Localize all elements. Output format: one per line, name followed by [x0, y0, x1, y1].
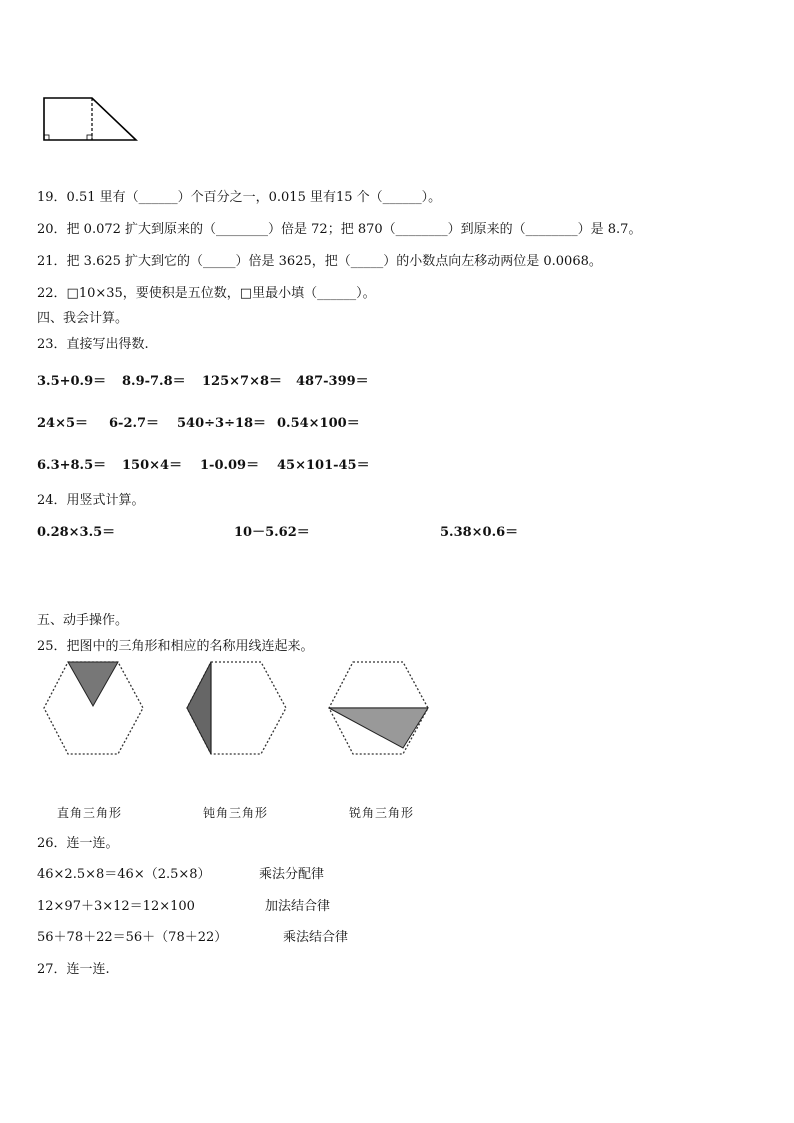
- calc-item: 6.3+8.5＝: [37, 458, 107, 473]
- label-right-triangle: 直角三角形: [57, 806, 123, 820]
- calc-item: 45×101-45＝: [277, 458, 370, 473]
- vertical-calc-item: 0.28×3.5＝: [37, 525, 116, 540]
- calc-item: 6-2.7＝: [109, 416, 160, 431]
- section-5-heading: 五、动手操作。: [37, 613, 129, 628]
- calc-item: 3.5+0.9＝: [37, 374, 107, 389]
- hexagon-figure-1: [42, 660, 152, 760]
- label-obtuse-triangle: 钝角三角形: [203, 806, 269, 820]
- question-19: 19．0.51 里有（______）个百分之一，0.015 里有15 个（______）。: [37, 190, 442, 205]
- calc-item: 487-399＝: [296, 374, 369, 389]
- calc-item: 1-0.09＝: [200, 458, 260, 473]
- shaded-triangle: [329, 708, 428, 748]
- law-right: 乘法结合律: [283, 930, 349, 945]
- calc-item: 8.9-7.8＝: [122, 374, 186, 389]
- equation-left: 56＋78＋22＝56＋（78＋22）: [37, 930, 228, 945]
- section-4-heading: 四、我会计算。: [37, 311, 129, 326]
- vertical-calc-item: 10－5.62＝: [234, 525, 310, 540]
- question-24: 24．用竖式计算。: [37, 493, 145, 508]
- label-acute-triangle: 锐角三角形: [349, 806, 415, 820]
- equation-left: 12×97＋3×12＝12×100: [37, 899, 195, 914]
- question-27: 27．连一连.: [37, 962, 110, 977]
- question-20: 20．把 0.072 扩大到原来的（________）倍是 72；把 870（________）到原来的（________）是 8.7。: [37, 222, 642, 237]
- shaded-triangle: [68, 662, 118, 706]
- question-25: 25．把图中的三角形和相应的名称用线连起来。: [37, 639, 314, 654]
- law-right: 加法结合律: [265, 899, 331, 914]
- hexagon-figure-2: [185, 660, 295, 760]
- trapezoid-figure: [40, 96, 140, 146]
- question-21: 21．把 3.625 扩大到它的（_____）倍是 3625，把（_____）的小数点向左移动两位是 0.0068。: [37, 254, 602, 269]
- shaded-triangle: [187, 662, 211, 754]
- law-right: 乘法分配律: [259, 867, 325, 882]
- question-23: 23．直接写出得数.: [37, 337, 149, 352]
- calc-item: 125×7×8＝: [202, 374, 283, 389]
- question-26: 26．连一连。: [37, 836, 119, 851]
- calc-item: 150×4＝: [122, 458, 183, 473]
- question-22: 22．□10×35，要使积是五位数，□里最小填（______）。: [37, 286, 376, 301]
- calc-item: 540÷3÷18＝: [177, 416, 267, 431]
- vertical-calc-item: 5.38×0.6＝: [440, 525, 519, 540]
- hexagon-figure-3: [327, 660, 437, 760]
- calc-item: 24×5＝: [37, 416, 89, 431]
- calc-item: 0.54×100＝: [277, 416, 360, 431]
- equation-left: 46×2.5×8＝46×（2.5×8）: [37, 867, 211, 882]
